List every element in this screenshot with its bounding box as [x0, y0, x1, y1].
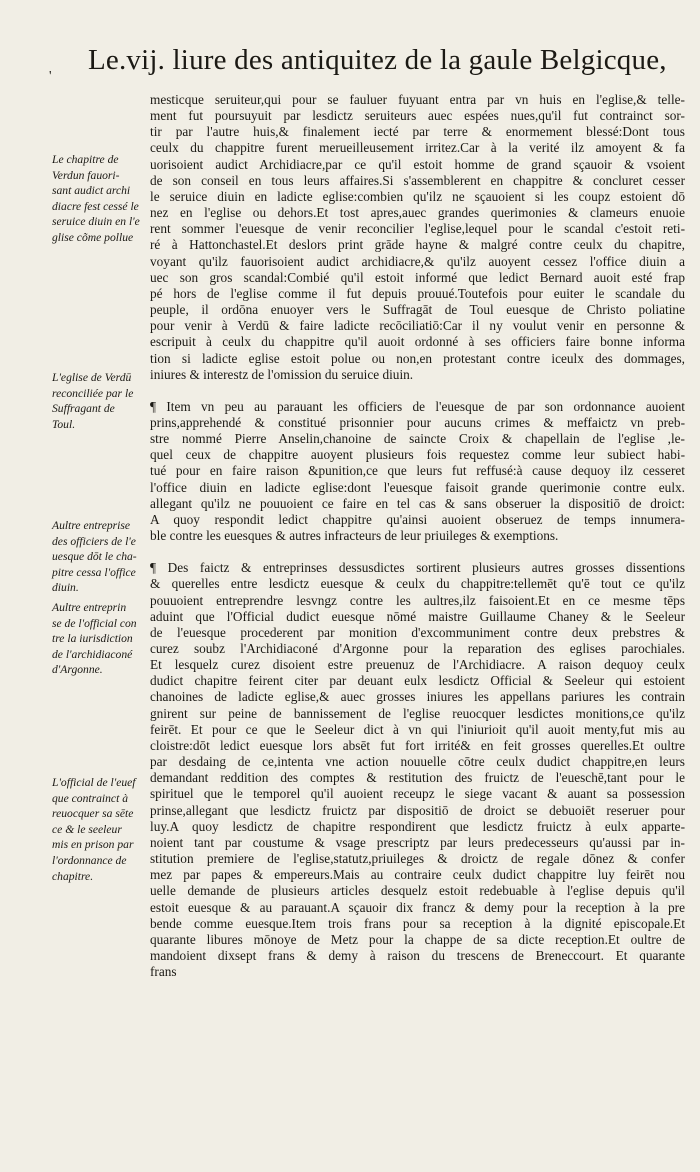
margin-note-line: Verdun fauori- [52, 168, 120, 182]
body-line: pé hors de l'eglise comme il fut depuis prouué.Toutefois pour euiter le scandale du [150, 285, 685, 301]
body-line: chanoines de ladicte eglise,& auec grosses iniures les appellans pariures les contrain [150, 689, 685, 705]
body-line: prinse,allegant que lesdictz fruictz par dispositiō de droict se debuoiēt reseruer pour [150, 802, 685, 818]
margin-note-line: de l'archidiaconé [52, 647, 133, 661]
margin-note-line: reuocquer sa sēte [52, 807, 134, 821]
body-line: luy.A quoy lesdictz de chapitre respondirent que lesdictz fruictz à eulx apparte- [150, 818, 685, 834]
margin-note-line: diacre fest cessé le [52, 199, 139, 213]
body-line: bende comme euesque.Item trois frans pour sa reception à la dignité episcopale.Et [150, 915, 685, 931]
body-line: mandoient dixsept frans & demy à raison du trescens de Breneccourt. Et quarante [150, 947, 685, 963]
body-line: demandant reddition des comptes & restitution des fruictz de l'eueschē,tant pour le [150, 770, 685, 786]
margin-note-line: Aultre entreprise [52, 519, 131, 532]
margin-note-line: tre la iurisdiction [52, 632, 133, 646]
margin-note-line: l'ordonnance de [52, 853, 127, 867]
margin-note-line: des officiers de l'e [52, 534, 136, 548]
body-line: escripuit à ceulx du chappitre qu'il auoit ordonné à ses officiers faire bonne informa [150, 334, 685, 350]
body-line: feirēt. Et pour ce que le Seeleur dict à vn qui l'iniurioit qu'il auoit menty,fut mis au [150, 721, 685, 737]
margin-note-line: d'Argonne. [52, 663, 103, 677]
margin-note [52, 600, 150, 678]
body-line: tué pour en faire raison &punition,ce que leurs fut reffusé:à cause dequoy ilz cesseret [150, 463, 685, 479]
margin-note [52, 775, 150, 884]
body-line: de son conseil en tous leurs affaires.Si s'assemblerent en chappitre & concluret cesser [150, 172, 685, 188]
body-line: uorisoient audict Archidiacre,par ce qu'il estoit homme de grand sçauoir & vsoient [150, 156, 685, 172]
body-line: frans [150, 964, 177, 980]
margin-note [52, 518, 150, 596]
margin-note-line: Aultre entreprin [52, 601, 127, 614]
margin-note-line: se de l'official con [52, 616, 137, 630]
body-line: ¶ Des faictz & entreprinses dessusdictes sortirent plusieurs autres grosses dissentions [150, 560, 685, 576]
body-line: rent sommer l'euesque de venir reconcilier l'eglise,lequel pour le scandal c'estoit reti- [150, 221, 685, 237]
body-line: mez par papes & empereurs.Mais au contraire ceulx dudict chappitre luy feirēt nou [150, 867, 685, 883]
body-line: ment fut poursuyuit par lesdictz seruiteurs auec espées nues,qu'il fut contrainct sor- [150, 108, 685, 124]
body-text [150, 92, 685, 980]
body-line: par desdaing de ce,intenta vne action nouuelle cōtre ceulx dudict chappitre,en leurs [150, 754, 685, 770]
running-header: Le.vij. liure des antiquitez de la gaule Belgicque, [88, 44, 667, 76]
margin-note-line: pitre cessa l'office [52, 565, 136, 579]
body-line: noient tant par coustume & vsage prescriptz par leurs predecesseurs qu'aussi par in- [150, 834, 685, 850]
margin-note-line: ce & le seeleur [52, 822, 122, 836]
margin-note-line: sant audict archi [52, 184, 131, 198]
margin-note-line: glise cõme pollue [52, 230, 134, 244]
body-line: iniures & interestz de l'omission du seruice diuin. [150, 366, 414, 382]
margin-note-line: uesque dōt le cha- [52, 550, 137, 564]
margin-note-line: L'eglise de Verdū [52, 371, 132, 384]
body-line: uelle demande de plusieurs articles desquelz estoit redebuable à l'eglise depuis qu'il [150, 883, 685, 899]
body-line: dudict chapitre feirent citer par deuant eulx lesdictz Official & Seeleur qui estoient [150, 673, 685, 689]
body-line: estoit euesque & au parauant.A sçauoir dix francz & demy pour la reception à la pre [150, 899, 685, 915]
body-line: tion si ladicte eglise estoit polue ou non,en protestant contre iceulx des dommages, [150, 350, 685, 366]
body-line: Et lesquelz curez disoient estre preuenuz de l'Archidiacre. A raison dequoy ceulx [150, 657, 685, 673]
body-line: uec son gros scandal:Combié qu'il estoit informé que ledict Bernard auoit esté frap [150, 269, 685, 285]
margin-note-line: Suffragant de [52, 402, 115, 416]
body-line: quel ceux de chappitre auoyent plusieurs fois requestez comme leur subiect habi- [150, 447, 685, 463]
body-line: tir par l'autre huis,& finalement iecté par terre & enormement blessé:Dont tous [150, 124, 685, 140]
body-line: aduint que l'Official dudict euesque nōmé maistre Guillaume Chaney & le Seeleur [150, 608, 685, 624]
body-line: ceulx du chappitre furent merueilleusement irritez.Car à la verité ilz amoyent & fa [150, 140, 685, 156]
body-line: stitution premiere de l'eglise,statutz,priuileges & droictz de regale dōnez & confer [150, 851, 685, 867]
signature-mark: ' [49, 69, 52, 84]
body-line: ré à Hattonchastel.Et deslors print grāde hayne & malgré contre ceulx du chapitre, [150, 237, 685, 253]
margin-note-line: L'official de l'euef [52, 776, 136, 789]
body-line: & querelles entre lesdictz euesque & ceulx du chappitre:tellemēt qu'ē tout ce qu'ilz [150, 576, 685, 592]
margin-note-line: diuin. [52, 581, 79, 595]
margin-note [52, 152, 150, 246]
body-line: pouuoient entreprendre lesvngz contre les aultres,ilz faisoient.Et en ce mesme tēps [150, 592, 685, 608]
body-line: quarante libures mōnoye de Metz pour la chappe de sa dicte reception.Et oultre de [150, 931, 685, 947]
body-line: mesticque seruiteur,qui pour se fauluer fuyuant entra par vn huis en l'eglise,& telle- [150, 92, 685, 107]
margin-note-line: Le chapitre de [52, 153, 119, 166]
body-line: nez en l'eglise ou dehors.Et tost apres,auec grandes querimonies & clameurs enuoie [150, 205, 685, 221]
margin-note-line: seruice diuin en l'e [52, 215, 140, 229]
body-line: spirituel que le temporel qu'il auoient receupz le siege vacant & auant sa possession [150, 786, 685, 802]
paragraph-gap [150, 544, 685, 560]
body-line: l'office diuin en ladicte eglise:dont l'euesque faisoit grande querimonie contre eulx. [150, 479, 685, 495]
body-line: prins,apprehendé & constitué prisonnier pour aucuns crimes & meffaictz vn preb- [150, 414, 685, 430]
body-line: de l'euesque procederent par monition d'excommuniment contre deux prebstres & [150, 624, 685, 640]
body-line: gnirent sur peine de bannissement de l'eglise reuocquer lesdictes monitions,ce qu'ilz [150, 705, 685, 721]
body-line: le seruice diuin en ladicte eglise:combien qu'ilz ne sçauoient si les coupz estoient dō [150, 188, 685, 204]
body-line: A quoy respondit ledict chappitre qu'ainsi auoient obseruez de temps innumera- [150, 511, 685, 527]
body-line: peuple, il ordōna enuoyer vers le Suffragāt de Toul euesque de Christo poliatine [150, 302, 685, 318]
body-line: ¶ Item vn peu au parauant les officiers de l'euesque de par son ordonnance auoient [150, 398, 685, 414]
margin-note-line: que contrainct à [52, 791, 128, 805]
margin-note-line: mis en prison par [52, 838, 134, 852]
margin-note-line: reconciliée par le [52, 386, 134, 400]
margin-note-line: chapitre. [52, 869, 94, 883]
paragraph-gap [150, 383, 685, 399]
body-line: stre nommé Pierre Anselin,chanoine de saincte Croix & chapellain de l'eglise ,le- [150, 431, 685, 447]
body-line: voyant qu'ilz fauorisoient audict archidiacre,& qu'ilz auoyent cessez l'office diuin a [150, 253, 685, 269]
body-line: pour venir à Verdū & faire ladicte recōciliatiō:Car il ny voulut venir en personne & [150, 318, 685, 334]
body-line: ble contre les euesques & autres infracteurs de leur priuileges & exemptions. [150, 528, 559, 544]
body-line: cloistre:dōt ledict euesque lors absēt fut fort irrité& en feit grosses querelles.Et oultre [150, 737, 685, 753]
margin-note-line: Toul. [52, 417, 76, 431]
body-line: allegant qu'ilz ne pouuoient ce faire en tel cas & sans obseruer la dispositiō de droict: [150, 495, 685, 511]
margin-note [52, 370, 150, 432]
body-line: curez soubz l'Archidiaconé d'Argonne pour la reparation des eglises parochiales. [150, 641, 685, 656]
